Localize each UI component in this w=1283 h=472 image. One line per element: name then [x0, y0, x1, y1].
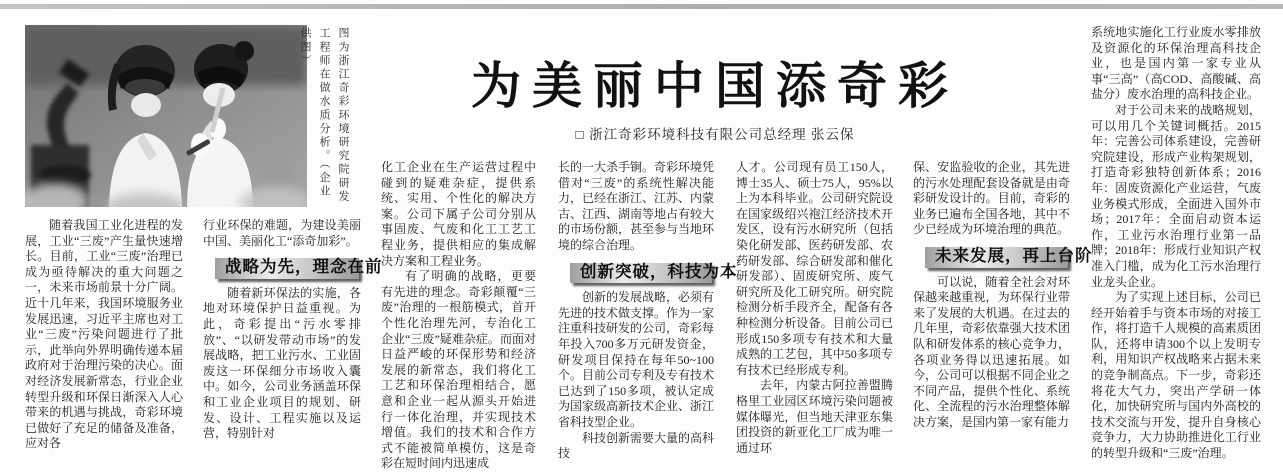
top-rule	[0, 4, 1283, 9]
paragraph: 去年，内蒙古阿拉善盟腾格里工业园区环境污染问题被媒体曝光，但当地天津亚东集团投资的新亚化工厂成为唯一通过环	[736, 378, 893, 455]
article-byline: □ 浙江奇彩环境科技有限公司总经理 张云保	[575, 127, 855, 142]
paragraph: 可以说，随着全社会对环保越来越重视，为环保行业带来了发展的大机遇。在过去的几年里，奇彩依靠强大技术团队和研发体系的核心竞争力，各项业务得以迅速拓展。如今，公司可以根据不同企业之不同产品，提供个性化、系统化、全流程的污水治理整体解决方案，是国内第一家有能力	[913, 274, 1070, 429]
paragraph: 长的一大杀手锏。奇彩环境凭借对“三废”的系统性解决能力，已经在浙江、江苏、内蒙古、江西、湖南等地占有较大的市场份额，甚至参与当地环境的综合治理。	[558, 160, 715, 252]
paragraph: 有了明确的战略，更要有先进的理念。奇彩颠覆“三废”治理的一根筋模式，首开个性化治理先河，专治化工企业“三废”疑难杂症。而面对日益严峻的环保形势和经济发展的新常态，我们将化工工艺和环保治理相结合，愿意和企业一起从源头开始进行一体化治理，并实现技术增值。我们的技术和合作方式不能被简单模仿，这是奇彩在短时间内迅速成	[381, 269, 536, 471]
article-column	[203, 218, 383, 442]
paragraph: 对于公司未来的战略规划，可以用几个关键词概括。2015年：完善公司体系建设，完善研究院建设，形成产业构架规划，打造奇彩独特创新体系；2016年：固废资源化产业运营，气废业务模式形成，全面进入国外市场；2017年：全面启动资本运作，工业污水治理行业第一品牌；2018年：形成行业知识产权准入门槛，成为化工污水治理行业龙头企业。	[1091, 102, 1261, 289]
paragraph: 人才。公司现有员工150人，博士35人、硕士75人，95%以上为本科毕业。公司研究院设在国家级绍兴袍江经济技术开发区，设有污水研究所（包括染化研发部、医药研发部、农药研发部、综合研发部和催化研发部）、固废研究所、废气研究所及化工研究所。研究院检测分析手段齐全，配备有各种检测分析设备。目前公司已形成150多项专有技术和大量成熟的工艺包，其中50多项专有技术已经形成专利。	[736, 160, 893, 377]
photo-caption: 图为浙江奇彩环境研究院研发工程师在做水质分析。（企业供图）	[299, 27, 349, 204]
paragraph: 化工企业在生产运营过程中碰到的疑难杂症，提供系统、实用、个性化的解决方案。公司下属子公司分别从事固废、气废和化工工艺工程业务，提供相应的集成解决方案和工程业务。	[381, 160, 536, 268]
article-column	[381, 160, 536, 472]
paragraph: 保、安监验收的企业，其先进的污水处理配套设备就是由奇彩研发设计的。目前，奇彩的业务已遍布全国各地，其中不少已经成为环境治理的典范。	[913, 160, 1070, 237]
article-column	[913, 160, 1093, 431]
article-photo	[25, 25, 307, 207]
paragraph: 系统地实施化工行业废水零排放及资源化的环保治理高科技企业，也是国内第一家专业从事“三高”（高COD、高酸碱、高盐分）废水治理的高科技企业。	[1091, 25, 1261, 102]
article-column	[25, 218, 183, 452]
section-header: 创新突破，科技为本	[570, 263, 712, 284]
article-title: 为美丽中国添奇彩	[471, 58, 959, 114]
paragraph: 科技创新需要大量的高科技	[558, 430, 715, 461]
paragraph: 随着我国工业化进程的发展，工业“三废”产生量快速增长。目前，工业“三废”治理已成为亟待解决的重大问题之一，未来市场前景十分广阔。近十几年来，我国环境服务业发展迅速，习近平主席也对工业“三废”污染问题进行了批示，此举向外界明确传递本届政府对于治理污染的决心。面对经济发展新常态，行业企业转型升级和环保日渐深入人心带来的机遇与挑战，奇彩环境已做好了充足的储备及准备，应对各	[25, 218, 183, 451]
paragraph: 行业环保的难题，为建设美丽中国、美丽化工“添奇加彩”。	[203, 218, 361, 248]
section-header: 未来发展，再上台阶	[925, 247, 1068, 268]
paragraph: 创新的发展战略，必须有先进的技术做支撑。作为一家注重科技研发的公司，奇彩每年投入700多万元研发资金，研发项目保持在每年50~100个。目前公司专利及专有技术已达到了150多项，被认定成为国家级高新技术企业、浙江省科技型企业。	[558, 290, 715, 429]
lab-photo-illustration	[25, 25, 307, 207]
paragraph: 随着新环保法的实施，各地对环境保护日益重视。为此，奇彩提出“污水零排放”、“以研发带动市场”的发展战略，把工业污水、工业固废这一环保细分市场收入囊中。如今，公司业务涵盖环保和工业企业项目的规划、研发、设计、工程实施以及运营，特别针对	[203, 285, 361, 441]
article-column	[736, 160, 893, 456]
article-column	[558, 160, 738, 462]
article-column	[1091, 25, 1261, 462]
section-header: 战略为先，理念在前	[215, 258, 359, 279]
paragraph: 为了实现上述目标，公司已经开始着手与资本市场的对接工作，将打造千人规模的高素质团队，还将申请300个以上发明专利，用知识产权战略来占据未来的竞争制高点。下一步，奇彩还将花大气力，突出产学研一体化，加快研究所与国内外高校的技术交流与开发，提升自身核心竞争力，大力协助推进化工行业的转型升级和“三废”治理。	[1091, 290, 1261, 461]
